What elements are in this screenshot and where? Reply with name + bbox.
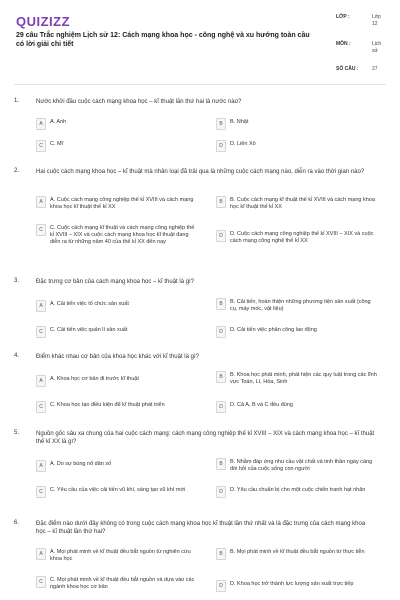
option-letter: C (36, 486, 46, 498)
count-label: SỐ CÂU : (336, 66, 359, 72)
option-c[interactable] (36, 224, 206, 245)
option-text: A. Khoa học cơ bản đi trước kĩ thuật (50, 376, 139, 382)
option-letter: A (36, 300, 46, 312)
option-a[interactable] (36, 196, 206, 210)
option-a[interactable] (36, 375, 206, 389)
option-a[interactable] (36, 460, 206, 474)
option-text: C. Cải tiến việc quản lí sản xuất (50, 327, 128, 333)
question-number: 2. (14, 168, 20, 174)
option-letter: A (36, 375, 46, 387)
option-d[interactable] (216, 580, 386, 594)
option-letter: C (36, 401, 46, 413)
option-letter: C (36, 576, 46, 588)
option-text: B. Cuộc cách mạng kĩ thuật thế kỉ XVIII và cách mạng khoa học kĩ thuật thế kỉ XX (230, 197, 375, 210)
option-letter: B (216, 458, 226, 470)
option-text: B. Nhằm đáp ứng nhu cầu vật chất và tinh thần ngày càng đòi hỏi của cuộc sống con người (230, 459, 373, 472)
question-number: 3. (14, 278, 20, 284)
option-letter: D (216, 401, 226, 413)
question-text: Điểm khác nhau cơ bản của khoa học khác với kĩ thuật là gì? (36, 354, 199, 360)
option-b[interactable] (216, 371, 386, 385)
option-a[interactable] (36, 300, 206, 314)
option-d[interactable] (216, 230, 386, 244)
option-text: B. Cải tiến, hoàn thiện những phương tiện sản xuất (công cụ, máy móc, vật liệu) (230, 299, 371, 312)
option-text: C. Khoa học tạo điều kiện để kĩ thuật phát triển (50, 402, 165, 408)
class-label: LỚP : (336, 14, 350, 20)
option-b[interactable] (216, 118, 386, 132)
question-number: 4. (14, 353, 20, 359)
subject-value: Lịch sử (372, 41, 382, 54)
option-d[interactable] (216, 326, 386, 340)
option-a[interactable] (36, 548, 206, 562)
option-text: D. Cải tiến việc phân công lao động (230, 327, 317, 333)
option-b[interactable] (216, 196, 386, 210)
option-c[interactable] (36, 140, 206, 154)
subject-label: MÔN : (336, 41, 351, 47)
option-letter: D (216, 580, 226, 592)
count-value: 27 (372, 66, 378, 72)
question-number: 1. (14, 98, 20, 104)
option-letter: B (216, 118, 226, 130)
class-value: Lớp 12 (372, 14, 381, 27)
option-text: B. Mọi phát minh về kĩ thuật đều bắt nguồn từ thực tiễn (230, 549, 365, 555)
option-d[interactable] (216, 486, 386, 500)
question-number: 6. (14, 520, 20, 526)
option-text: A. Cuộc cách mạng công nghiệp thế kỉ XVIII và cách mạng khoa học kĩ thuật thế kỉ XX (50, 197, 194, 210)
option-d[interactable] (216, 401, 386, 415)
option-letter: A (36, 196, 46, 208)
option-text: D. Yêu cầu chuẩn bị cho một cuộc chiến tranh hạt nhân (230, 487, 366, 493)
option-letter: A (36, 460, 46, 472)
option-b[interactable] (216, 458, 386, 472)
option-letter: B (216, 196, 226, 208)
option-text: D. Khoa học trở thành lực lượng sản xuất trực tiếp (230, 581, 354, 587)
option-letter: A (36, 118, 46, 130)
option-text: A. Do sự bùng nổ dân số (50, 461, 112, 467)
option-text: C. Mọi phát minh về kĩ thuật đều bắt nguồn và dựa vào các ngành khoa học cơ bản (50, 577, 195, 590)
option-b[interactable] (216, 298, 386, 312)
option-c[interactable] (36, 401, 206, 415)
quizizz-logo[interactable]: QUIZIZZ (16, 14, 71, 29)
question-text: Nguồn gốc sâu xa chung của hai cuộc cách mạng: cách mạng công nghiệp thế kỉ XVIII – XIX và cách mạng khoa học – kĩ thuật thế kỉ XX là gì? (36, 431, 375, 445)
option-text: C. Mĩ (50, 141, 64, 147)
option-text: C. Yêu cầu của việc cải tiến vũ khí, sáng tạo vũ khí mới (50, 487, 186, 493)
option-text: A. Cải tiến việc tổ chức sản xuất (50, 301, 129, 307)
option-d[interactable] (216, 140, 386, 154)
option-letter: D (216, 140, 226, 152)
option-text: A. Mọi phát minh về kĩ thuật đều bắt nguồn từ nghiên cứu khoa học (50, 549, 191, 562)
option-b[interactable] (216, 548, 386, 562)
question-text: Hai cuộc cách mạng khoa học – kĩ thuật mà nhân loại đã trải qua là những cuộc cách mạng nào, diễn ra vào thời gian nào? (36, 169, 365, 175)
option-letter: C (36, 140, 46, 152)
quiz-header (0, 0, 400, 84)
question-number: 5. (14, 430, 20, 436)
option-text: A. Anh (50, 119, 67, 125)
option-c[interactable] (36, 486, 206, 500)
option-text: D. Cuộc cách mạng công nghiệp thế kỉ XVIII – XIX và cuộc cách mạng công nghệ thế kỉ XX (230, 231, 374, 244)
question-text: Nước khởi đầu cuộc cách mạng khoa học – kĩ thuật lần thứ hai là nước nào? (36, 99, 242, 105)
option-text: C. Cuộc cách mạng kĩ thuật và cách mạng công nghiệp thế kỉ XVIII – XIX và cuộc cách mạng khoa học kĩ thuật đang diễn ra từ những năm 40 của thế kỉ XX đến nay (50, 225, 195, 245)
question-text: Đặc điểm nào dưới đây không có trong cuộc cách mạng khoa học kĩ thuật lần thứ nhất và là đặc trưng của cách mạng khoa học – kĩ thuật lần thứ hai? (36, 521, 366, 535)
option-letter: A (36, 548, 46, 560)
option-letter: C (36, 224, 46, 236)
option-letter: D (216, 486, 226, 498)
option-letter: B (216, 548, 226, 560)
option-letter: C (36, 326, 46, 338)
option-text: B. Khoa học phát minh, phát hiện các quy luật trong các lĩnh vực Toán, Lí, Hóa, Sinh (230, 372, 377, 385)
option-letter: B (216, 371, 226, 383)
option-letter: D (216, 230, 226, 242)
header-divider (14, 84, 386, 85)
option-letter: B (216, 298, 226, 310)
option-a[interactable] (36, 118, 206, 132)
page-title: 29 câu Trắc nghiệm Lịch sử 12: Cách mạng khoa học - công nghệ và xu hướng toàn cầu có lời giải chi tiết (16, 32, 310, 48)
question-text: Đặc trưng cơ bản của cách mạng khoa học – kĩ thuật là gì? (36, 279, 195, 285)
option-text: D. Cả A, B và C đều đúng (230, 402, 293, 408)
option-text: B. Nhật (230, 119, 249, 125)
option-c[interactable] (36, 326, 206, 340)
option-c[interactable] (36, 576, 206, 590)
option-text: D. Liên Xô (230, 141, 256, 147)
option-letter: D (216, 326, 226, 338)
